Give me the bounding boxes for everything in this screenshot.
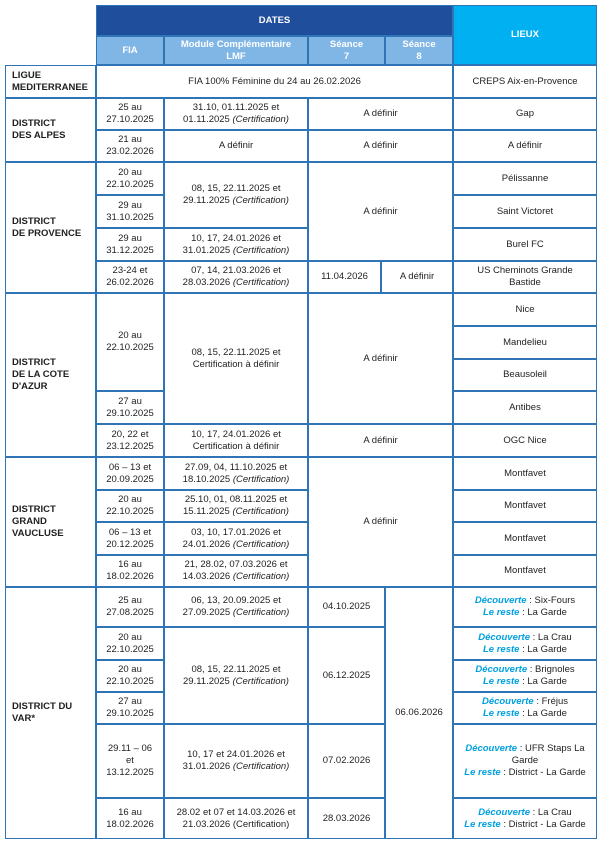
header-seance7: Séance 7	[308, 36, 385, 65]
provence-module-12: 08, 15, 22.11.2025 et 29.11.2025 (Certification)	[164, 162, 308, 228]
var-seance7-24: 06.12.2025	[308, 627, 385, 724]
azur-fia-b: 27 au 29.10.2025	[96, 391, 164, 424]
provence-fia-4: 23-24 et 26.02.2026	[96, 261, 164, 293]
header-lieux: LIEUX	[453, 5, 597, 65]
vaucluse-fia-4: 16 au 18.02.2026	[96, 555, 164, 587]
provence-lieu-3: Burel FC	[453, 228, 597, 261]
azur-lieu-2: Mandelieu	[453, 326, 597, 359]
var-seance7-6: 28.03.2026	[308, 798, 385, 839]
var-fia-1: 25 au 27.08.2025	[96, 587, 164, 627]
var-module-24: 08, 15, 22.11.2025 et 29.11.2025 (Certification)	[164, 627, 308, 724]
vaucluse-lieu-2: Montfavet	[453, 490, 597, 522]
var-fia-6: 16 au 18.02.2026	[96, 798, 164, 839]
ligue-fia: FIA 100% Féminine du 24 au 26.02.2026	[96, 65, 453, 98]
azur-module-ab: 08, 15, 22.11.2025 et Certification à définir	[164, 293, 308, 424]
var-module-1: 06, 13, 20.09.2025 et 27.09.2025 (Certification)	[164, 587, 308, 627]
var-lieu-6: Découverte : La Crau Le reste : District - La Garde	[453, 798, 597, 839]
header-fia: FIA	[96, 36, 164, 65]
azur-lieu-1: Nice	[453, 293, 597, 326]
azur-fia-c: 20, 22 et 23.12.2025	[96, 424, 164, 457]
vaucluse-fia-3: 06 – 13 et 20.12.2025	[96, 522, 164, 555]
vaucluse-module-1: 27.09, 04, 11.10.2025 et 18.10.2025 (Certification)	[164, 457, 308, 490]
var-lieu-1: Découverte : Six-Fours Le reste : La Garde	[453, 587, 597, 627]
var-lieu-3: Découverte : Brignoles Le reste : La Garde	[453, 660, 597, 692]
provence-seance-123: A définir	[308, 162, 453, 261]
header-seance8: Séance 8	[385, 36, 453, 65]
vaucluse-lieu-1: Montfavet	[453, 457, 597, 490]
district-label-vaucluse: DISTRICT GRAND VAUCLUSE	[5, 457, 96, 587]
alpes-lieu-2: A définir	[453, 130, 597, 162]
ligue-lieu: CREPS Aix-en-Provence	[453, 65, 597, 98]
alpes-lieu-1: Gap	[453, 98, 597, 130]
district-label-ligue: LIGUE MEDITERRANEE	[5, 65, 96, 98]
vaucluse-seance: A définir	[308, 457, 453, 587]
vaucluse-module-2: 25.10, 01, 08.11.2025 et 15.11.2025 (Certification)	[164, 490, 308, 522]
alpes-fia-2: 21 au 23.02.2026	[96, 130, 164, 162]
alpes-module-1: 31.10, 01.11.2025 et 01.11.2025 (Certification)	[164, 98, 308, 130]
provence-module-4: 07, 14, 21.03.2026 et 28.03.2026 (Certification)	[164, 261, 308, 293]
azur-seance-ab: A définir	[308, 293, 453, 424]
azur-lieu-4: Antibes	[453, 391, 597, 424]
provence-lieu-2: Saint Victoret	[453, 195, 597, 228]
var-lieu-4: Découverte : Fréjus Le reste : La Garde	[453, 692, 597, 724]
provence-lieu-1: Pélissanne	[453, 162, 597, 195]
azur-seance-c: A définir	[308, 424, 453, 457]
district-label-alpes: DISTRICT DES ALPES	[5, 98, 96, 162]
var-seance8: 06.06.2026	[385, 587, 453, 839]
var-fia-2: 20 au 22.10.2025	[96, 627, 164, 660]
header-module: Module Complémentaire LMF	[164, 36, 308, 65]
vaucluse-fia-1: 06 – 13 et 20.09.2025	[96, 457, 164, 490]
var-fia-4: 27 au 29.10.2025	[96, 692, 164, 724]
vaucluse-module-3: 03, 10, 17.01.2026 et 24.01.2026 (Certification)	[164, 522, 308, 555]
var-fia-3: 20 au 22.10.2025	[96, 660, 164, 692]
provence-fia-2: 29 au 31.10.2025	[96, 195, 164, 228]
vaucluse-lieu-4: Montfavet	[453, 555, 597, 587]
azur-fia-a: 20 au 22.10.2025	[96, 293, 164, 391]
header-dates: DATES	[96, 5, 453, 36]
var-module-5: 10, 17 et 24.01.2026 et 31.01.2026 (Certification)	[164, 724, 308, 798]
azur-lieu-5: OGC Nice	[453, 424, 597, 457]
vaucluse-module-4: 21, 28.02, 07.03.2026 et 14.03.2026 (Certification)	[164, 555, 308, 587]
provence-seance8-4: A définir	[381, 261, 453, 293]
azur-lieu-3: Beausoleil	[453, 359, 597, 391]
var-seance7-5: 07.02.2026	[308, 724, 385, 798]
alpes-fia-1: 25 au 27.10.2025	[96, 98, 164, 130]
var-module-6: 28.02 et 07 et 14.03.2026 et 21.03.2026 (Certification)	[164, 798, 308, 839]
provence-seance7-4: 11.04.2026	[308, 261, 381, 293]
azur-module-c: 10, 17, 24.01.2026 et Certification à définir	[164, 424, 308, 457]
var-fia-5: 29.11 – 06 et 13.12.2025	[96, 724, 164, 798]
var-lieu-2: Découverte : La Crau Le reste : La Garde	[453, 627, 597, 660]
alpes-module-2: A définir	[164, 130, 308, 162]
var-seance7-1: 04.10.2025	[308, 587, 385, 627]
vaucluse-fia-2: 20 au 22.10.2025	[96, 490, 164, 522]
provence-module-3: 10, 17, 24.01.2026 et 31.01.2025 (Certification)	[164, 228, 308, 261]
provence-fia-1: 20 au 22.10.2025	[96, 162, 164, 195]
provence-lieu-4: US Cheminots Grande Bastide	[453, 261, 597, 293]
district-label-provence: DISTRICT DE PROVENCE	[5, 162, 96, 293]
vaucluse-lieu-3: Montfavet	[453, 522, 597, 555]
alpes-seance-2: A définir	[308, 130, 453, 162]
district-label-azur: DISTRICT DE LA COTE D'AZUR	[5, 293, 96, 457]
provence-fia-3: 29 au 31.12.2025	[96, 228, 164, 261]
alpes-seance-1: A définir	[308, 98, 453, 130]
district-label-var: DISTRICT DU VAR*	[5, 587, 96, 839]
var-lieu-5: Découverte : UFR Staps La Garde Le reste : District - La Garde	[453, 724, 597, 798]
